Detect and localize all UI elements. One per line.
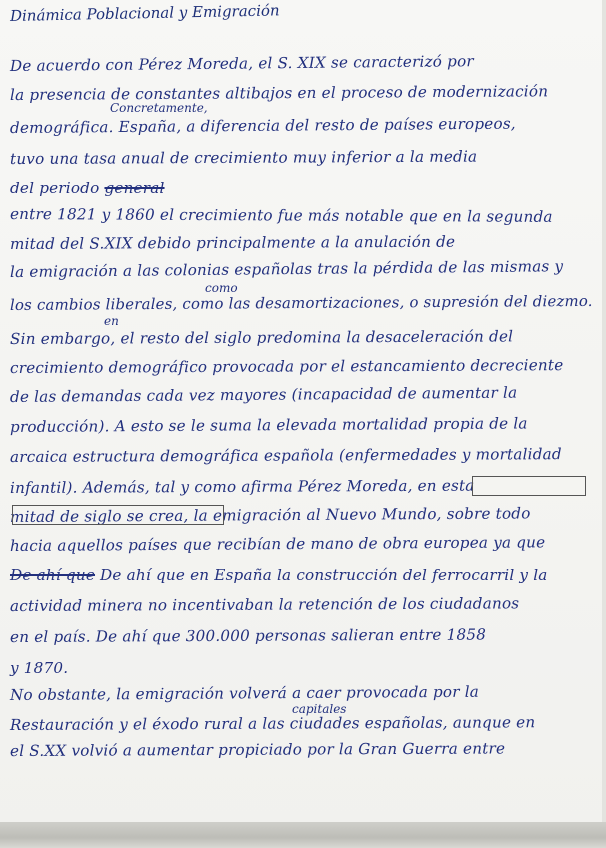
page-title: Dinámica Poblacional y Emigración xyxy=(9,1,280,25)
text-segment: del periodo xyxy=(10,179,100,197)
text-line: entre 1821 y 1860 el crecimiento fue más notable que en la segunda xyxy=(9,205,553,226)
insertion-note: como xyxy=(205,281,238,295)
text-line: la emigración a las colonias españolas tras la pérdida de las mismas y xyxy=(9,257,564,281)
text-line: Sin embargo, el resto del siglo predomina la desaceleración del xyxy=(9,327,514,348)
text-segment: De ahí que en España la construcción del ferrocarril y la xyxy=(100,566,548,584)
struck-word: De ahí que xyxy=(10,566,96,584)
text-line: arcaica estructura demográfica española (enfermedades y mortalidad xyxy=(9,445,562,466)
text-line: mitad del S.XIX debido principalmente a la anulación de xyxy=(9,232,456,253)
text-line: los cambios liberales, como las desamortizaciones, o supresión del diezmo. xyxy=(9,291,593,314)
text-line: Restauración y el éxodo rural a las ciudades españolas, aunque en xyxy=(9,713,536,734)
text-line: De acuerdo con Pérez Moreda, el S. XIX se caracterizó por xyxy=(9,52,474,75)
text-line: la presencia de constantes altibajos en el proceso de modernización xyxy=(9,82,549,104)
highlight-box xyxy=(12,505,224,525)
text-line: No obstante, la emigración volverá a caer provocada por la xyxy=(9,682,480,704)
paper-edge xyxy=(602,0,606,848)
text-line: demográfica. España, a diferencia del resto de países europeos, xyxy=(9,114,516,137)
insertion-note: capitales xyxy=(292,702,347,716)
text-line xyxy=(10,179,165,197)
text-line: el S.XX volvió a aumentar propiciado por la Gran Guerra entre xyxy=(9,739,506,760)
text-line: producción). A esto se le suma la elevada mortalidad propia de la xyxy=(9,414,528,436)
struck-word: general xyxy=(104,179,165,197)
text-line xyxy=(10,566,548,584)
text-line: tuvo una tasa anual de crecimiento muy inferior a la media xyxy=(9,147,478,168)
text-line: infantil). Además, tal y como afirma Pérez Moreda, en esta xyxy=(9,476,475,497)
text-line: hacia aquellos países que recibían de mano de obra europea ya que xyxy=(9,533,546,555)
insertion-note: Concretamente, xyxy=(110,101,208,115)
text-line: en el país. De ahí que 300.000 personas salieran entre 1858 xyxy=(9,625,487,646)
page-bottom-shadow xyxy=(0,822,606,848)
text-line: crecimiento demográfico provocada por el estancamiento decreciente xyxy=(9,356,564,377)
text-line: y 1870. xyxy=(10,659,69,677)
insertion-note: en xyxy=(104,314,119,328)
text-line: de las demandas cada vez mayores (incapacidad de aumentar la xyxy=(9,383,518,406)
highlight-box xyxy=(472,476,586,496)
text-line: mitad de siglo se crea, la emigración al Nuevo Mundo, sobre todo xyxy=(9,504,531,526)
text-line: actividad minera no incentivaban la retención de los ciudadanos xyxy=(9,594,520,615)
